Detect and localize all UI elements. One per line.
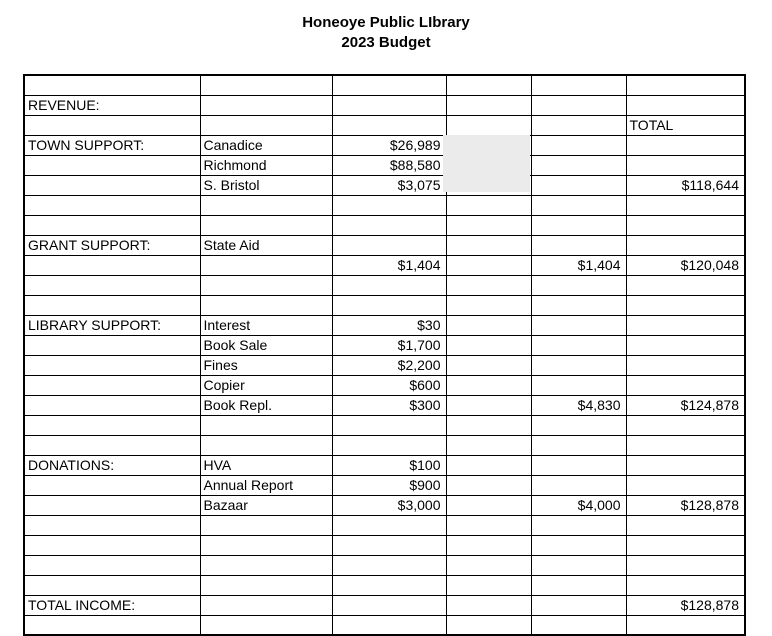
table-row-12 bbox=[24, 295, 745, 315]
table-cell bbox=[24, 515, 200, 535]
table-cell bbox=[531, 195, 626, 215]
table-cell bbox=[200, 275, 332, 295]
table-cell bbox=[332, 235, 446, 255]
table-row-23 bbox=[24, 515, 745, 535]
table-cell bbox=[332, 195, 446, 215]
table-cell bbox=[24, 75, 200, 95]
table-cell bbox=[626, 95, 745, 115]
table-cell: $600 bbox=[332, 375, 446, 395]
document-title bbox=[0, 13, 772, 53]
table-cell: $128,878 bbox=[626, 595, 745, 615]
table-cell bbox=[626, 75, 745, 95]
table-cell bbox=[446, 335, 531, 355]
redaction-box bbox=[443, 135, 530, 192]
table-cell: REVENUE: bbox=[24, 95, 200, 115]
table-cell bbox=[446, 515, 531, 535]
table-cell bbox=[626, 415, 745, 435]
table-cell: $300 bbox=[332, 395, 446, 415]
table-cell bbox=[626, 135, 745, 155]
table-cell bbox=[446, 295, 531, 315]
table-cell: Canadice bbox=[200, 135, 332, 155]
table-cell bbox=[24, 275, 200, 295]
table-cell bbox=[626, 575, 745, 595]
table-cell bbox=[200, 115, 332, 135]
table-cell bbox=[531, 295, 626, 315]
table-cell bbox=[24, 355, 200, 375]
table-cell: $124,878 bbox=[626, 395, 745, 415]
table-cell bbox=[626, 555, 745, 575]
table-cell bbox=[24, 415, 200, 435]
table-cell: Bazaar bbox=[200, 495, 332, 515]
table-cell bbox=[446, 615, 531, 635]
table-cell bbox=[332, 595, 446, 615]
table-cell bbox=[446, 115, 531, 135]
table-row-25 bbox=[24, 555, 745, 575]
table-cell bbox=[24, 555, 200, 575]
table-cell: $4,830 bbox=[531, 395, 626, 415]
table-cell bbox=[531, 595, 626, 615]
table-cell bbox=[531, 155, 626, 175]
table-cell bbox=[531, 435, 626, 455]
table-cell bbox=[200, 515, 332, 535]
table-cell bbox=[332, 95, 446, 115]
table-cell bbox=[446, 355, 531, 375]
table-cell bbox=[531, 415, 626, 435]
table-cell bbox=[626, 515, 745, 535]
table-cell bbox=[446, 95, 531, 115]
table-cell: $2,200 bbox=[332, 355, 446, 375]
table-cell: TOTAL INCOME: bbox=[24, 595, 200, 615]
table-cell: $100 bbox=[332, 455, 446, 475]
table-row-3 bbox=[24, 115, 745, 135]
table-cell bbox=[531, 275, 626, 295]
table-cell: Book Sale bbox=[200, 335, 332, 355]
table-row-28 bbox=[24, 615, 745, 635]
table-cell bbox=[200, 435, 332, 455]
table-row-16 bbox=[24, 375, 745, 395]
table-cell bbox=[531, 615, 626, 635]
table-cell: TOTAL bbox=[626, 115, 745, 135]
table-cell: $1,404 bbox=[531, 255, 626, 275]
table-row-5 bbox=[24, 155, 745, 175]
table-cell bbox=[531, 535, 626, 555]
table-row-19 bbox=[24, 435, 745, 455]
table-row-24 bbox=[24, 535, 745, 555]
table-cell bbox=[446, 75, 531, 95]
table-cell bbox=[446, 435, 531, 455]
table-cell bbox=[626, 375, 745, 395]
table-cell bbox=[200, 215, 332, 235]
table-cell bbox=[200, 255, 332, 275]
table-row-9 bbox=[24, 235, 745, 255]
table-cell bbox=[24, 375, 200, 395]
table-row-18 bbox=[24, 415, 745, 435]
table-cell: LIBRARY SUPPORT: bbox=[24, 315, 200, 335]
table-row-14 bbox=[24, 335, 745, 355]
table-cell bbox=[446, 495, 531, 515]
table-cell bbox=[24, 295, 200, 315]
table-cell bbox=[24, 115, 200, 135]
title-line-1: Honeoye Public LIbrary bbox=[302, 14, 470, 31]
table-cell bbox=[332, 555, 446, 575]
table-cell: State Aid bbox=[200, 235, 332, 255]
table-cell bbox=[531, 235, 626, 255]
table-row-11 bbox=[24, 275, 745, 295]
table-row-15 bbox=[24, 355, 745, 375]
table-cell bbox=[531, 175, 626, 195]
table-cell: HVA bbox=[200, 455, 332, 475]
table-row-20 bbox=[24, 455, 745, 475]
table-cell bbox=[626, 215, 745, 235]
table-cell: GRANT SUPPORT: bbox=[24, 235, 200, 255]
table-cell bbox=[531, 315, 626, 335]
table-cell bbox=[24, 195, 200, 215]
table-cell bbox=[531, 475, 626, 495]
table-cell bbox=[24, 215, 200, 235]
table-row-13 bbox=[24, 315, 745, 335]
table-cell: $1,404 bbox=[332, 255, 446, 275]
table-row-2 bbox=[24, 95, 745, 115]
table-cell: Richmond bbox=[200, 155, 332, 175]
table-cell bbox=[24, 495, 200, 515]
table-cell bbox=[626, 455, 745, 475]
table-cell bbox=[626, 475, 745, 495]
table-cell: Book Repl. bbox=[200, 395, 332, 415]
table-row-8 bbox=[24, 215, 745, 235]
table-cell bbox=[531, 515, 626, 535]
table-cell bbox=[332, 215, 446, 235]
table-cell bbox=[24, 575, 200, 595]
table-cell bbox=[446, 455, 531, 475]
table-cell bbox=[626, 275, 745, 295]
table-cell bbox=[446, 315, 531, 335]
table-cell bbox=[332, 295, 446, 315]
table-cell bbox=[446, 535, 531, 555]
table-cell bbox=[626, 295, 745, 315]
table-cell: $3,075 bbox=[332, 175, 446, 195]
table-cell bbox=[531, 215, 626, 235]
table-cell bbox=[446, 555, 531, 575]
table-cell: S. Bristol bbox=[200, 175, 332, 195]
table-cell bbox=[332, 515, 446, 535]
table-cell bbox=[332, 115, 446, 135]
table-cell bbox=[24, 395, 200, 415]
table-cell bbox=[626, 435, 745, 455]
table-cell bbox=[24, 615, 200, 635]
table-cell bbox=[531, 95, 626, 115]
table-row-1 bbox=[24, 75, 745, 95]
table-cell bbox=[626, 315, 745, 335]
table-cell bbox=[626, 615, 745, 635]
table-cell: $3,000 bbox=[332, 495, 446, 515]
table-cell: $26,989 bbox=[332, 135, 446, 155]
table-cell bbox=[626, 235, 745, 255]
table-cell bbox=[24, 175, 200, 195]
table-cell bbox=[200, 295, 332, 315]
table-cell bbox=[332, 615, 446, 635]
table-cell bbox=[531, 575, 626, 595]
table-cell bbox=[24, 155, 200, 175]
table-cell: DONATIONS: bbox=[24, 455, 200, 475]
table-cell bbox=[446, 375, 531, 395]
table-row-7 bbox=[24, 195, 745, 215]
table-cell: $1,700 bbox=[332, 335, 446, 355]
table-cell: $128,878 bbox=[626, 495, 745, 515]
table-cell bbox=[200, 75, 332, 95]
table-cell: Fines bbox=[200, 355, 332, 375]
table-cell bbox=[531, 355, 626, 375]
table-cell bbox=[446, 575, 531, 595]
table-row-22 bbox=[24, 495, 745, 515]
table-cell bbox=[200, 535, 332, 555]
table-cell bbox=[531, 115, 626, 135]
table-cell bbox=[446, 235, 531, 255]
table-cell bbox=[531, 335, 626, 355]
table-cell bbox=[531, 375, 626, 395]
table-cell: $4,000 bbox=[531, 495, 626, 515]
table-cell bbox=[531, 455, 626, 475]
table-cell bbox=[200, 95, 332, 115]
table-cell bbox=[531, 555, 626, 575]
table-row-10 bbox=[24, 255, 745, 275]
table-cell bbox=[332, 535, 446, 555]
table-cell bbox=[626, 195, 745, 215]
table-cell bbox=[200, 415, 332, 435]
table-cell: $30 bbox=[332, 315, 446, 335]
table-cell: $900 bbox=[332, 475, 446, 495]
table-cell bbox=[332, 275, 446, 295]
table-cell: TOWN SUPPORT: bbox=[24, 135, 200, 155]
table-cell bbox=[24, 435, 200, 455]
table-cell: Annual Report bbox=[200, 475, 332, 495]
table-cell bbox=[200, 575, 332, 595]
table-cell bbox=[332, 575, 446, 595]
table-cell: Copier bbox=[200, 375, 332, 395]
table-cell bbox=[332, 75, 446, 95]
table-cell bbox=[200, 195, 332, 215]
table-cell bbox=[446, 415, 531, 435]
table-cell bbox=[531, 135, 626, 155]
table-cell: $118,644 bbox=[626, 175, 745, 195]
table-cell bbox=[446, 475, 531, 495]
table-cell bbox=[446, 395, 531, 415]
title-line-2: 2023 Budget bbox=[341, 34, 431, 51]
table-cell bbox=[24, 335, 200, 355]
table-cell: Interest bbox=[200, 315, 332, 335]
table-cell bbox=[24, 255, 200, 275]
table-cell bbox=[446, 195, 531, 215]
table-row-17 bbox=[24, 395, 745, 415]
table-row-6 bbox=[24, 175, 745, 195]
table-cell bbox=[446, 275, 531, 295]
table-cell bbox=[446, 255, 531, 275]
table-row-27 bbox=[24, 595, 745, 615]
table-cell bbox=[332, 415, 446, 435]
table-cell bbox=[531, 75, 626, 95]
budget-table-body bbox=[24, 75, 745, 635]
table-cell bbox=[332, 435, 446, 455]
table-row-4 bbox=[24, 135, 745, 155]
table-cell bbox=[626, 535, 745, 555]
table-cell: $120,048 bbox=[626, 255, 745, 275]
table-cell bbox=[446, 595, 531, 615]
table-row-21 bbox=[24, 475, 745, 495]
table-cell bbox=[24, 535, 200, 555]
table-row-26 bbox=[24, 575, 745, 595]
table-cell bbox=[626, 355, 745, 375]
table-cell bbox=[200, 555, 332, 575]
table-cell bbox=[200, 615, 332, 635]
table-cell bbox=[626, 335, 745, 355]
table-cell bbox=[626, 155, 745, 175]
table-cell bbox=[24, 475, 200, 495]
table-cell: $88,580 bbox=[332, 155, 446, 175]
table-cell bbox=[200, 595, 332, 615]
budget-table bbox=[23, 74, 746, 636]
table-cell bbox=[446, 215, 531, 235]
